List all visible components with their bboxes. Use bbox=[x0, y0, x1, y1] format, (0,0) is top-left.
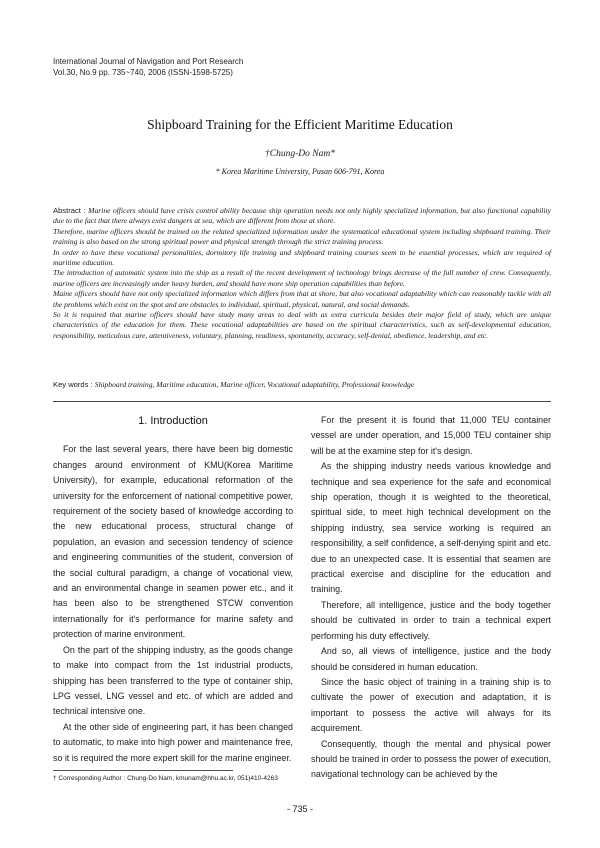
body-paragraph: For the present it is found that 11,000 TEU container vessel are under operation, and 15,000 TEU container ship will be at the examine step for it's design. bbox=[311, 415, 551, 456]
body-paragraph: Consequently, though the mental and physical power should be trained in order to possess the power of execution, navigational technology can be achieved by the bbox=[311, 738, 551, 780]
body-paragraph: And so, all views of intelligence, justice and the body should be considered in human education. bbox=[311, 646, 551, 672]
abstract-paragraph: In order to have these vocational personalities, dormitory life training and shipboard training courses seem to be essential processes, which are required of maritime education. bbox=[53, 247, 551, 268]
section-heading: 1. Introduction bbox=[138, 415, 208, 427]
body-paragraph: On the part of the shipping industry, as the goods change to make into compact from the 1st industrial products, shipping has been transferred to the type of container ship, LPG vessel, LNG vessel and etc. of which are added and technical intensive one. bbox=[53, 644, 293, 717]
journal-header bbox=[53, 56, 243, 78]
body-paragraph: Since the basic object of training in a training ship is to cultivate the power of execution and adaptation, it is important to possess the active will always for its acquirement. bbox=[311, 676, 551, 734]
page-number: - 735 - bbox=[286, 804, 313, 814]
abstract-paragraph: The introduction of automatic system into the ship as a result of the recent development of technology brings decrease of the full number of crew. Consequently, marine officers are increasingly under heavy burden, and should have more ship operation capabilities than before. bbox=[53, 268, 551, 288]
footnote-divider bbox=[53, 770, 233, 771]
paper-title: Shipboard Training for the Efficient Maritime Education bbox=[147, 117, 453, 132]
abstract-paragraph: Therefore, marine officers should be trained on the related specialized information under the systematical educational system including shipboard training. Their training is also based on the strong spiritual power and physical strength through the strict training process. bbox=[53, 226, 551, 247]
keywords bbox=[53, 380, 551, 390]
abstract-label: Abstract : bbox=[53, 206, 89, 215]
journal-name: International Journal of Navigation and Port Research bbox=[53, 57, 244, 66]
body-paragraph: As the shipping industry needs various knowledge and technique and sea experience for the safe and economical ship operation, though it is weighted to the theoretical, spiritual side, to meet high technical development on the shipping industry, sea service working is required an responsibility, a self confidence, a self-denying spirit and etc. due to an unexpected case. It is essential that seamen are practical exercise and discipline for the education and training. bbox=[311, 461, 551, 595]
abstract bbox=[53, 206, 551, 341]
section-divider bbox=[53, 401, 551, 402]
keywords-label: Key words : bbox=[53, 380, 95, 389]
keywords-text: Shipboard training, Maritime education, Marine officer, Vocational adaptability, Professional knowledge bbox=[94, 380, 415, 389]
abstract-paragraph: So it is required that marine officers should have study many areas to deal with as extra curricula besides their major field of study, which are unique characteristics of the education for them. These vocational adaptabilities are based on the spiritual characteristics, such as self-developmental education, responsibility, meticulous care, attentiveness, voluntary, planning, readiness, spontaneity, accuracy, self-denial, obedience, leadership, and etc. bbox=[53, 310, 551, 340]
right-column bbox=[311, 413, 551, 783]
journal-volume: Vol.30, No.9 pp. 735~740, 2006 (ISSN-1598-5725) bbox=[53, 68, 233, 77]
abstract-paragraph: Maine officers should have not only specialized information which differs from that at shore, but also vocational adaptability which can reasonably tackle with all the problems which exist on the spot and are obstacles to individual, spiritual, physical, natural, and social demands. bbox=[53, 289, 551, 309]
body-paragraph: At the other side of engineering part, it has been changed to automatic, to make into high power and maintenance free, so it is required the more expert skill for the marine engineer. bbox=[53, 721, 293, 763]
author-affiliation: * Korea Maritime University, Pusan 606-791, Korea bbox=[215, 167, 385, 176]
abstract-paragraph: Abstract : Marine officers should have crisis control ability because ship operation needs not only highly specialized information, but also functional capability due to the fact that there always exist dangers at sea, which are different from those at shore. bbox=[53, 206, 551, 226]
author-name: †Chung-Do Nam* bbox=[265, 149, 335, 159]
left-column bbox=[53, 410, 293, 766]
body-paragraph: For the last several years, there have been big domestic changes around environment of KMU(Korea Maritime University), for example, educational reformation of the university for the enforcement of national competitive power, requirement of the society based of knowledge according to the new educational process, structural change of population, an evasion and secession tendency of science and engineering communities of the student, conversion of the social cultural paradigm, a change of vocational view, and an environmental change in seamen power etc., and it has been also to be strengthened STCW convention internationally for it's performance for marine safety and protection of marine environment. bbox=[53, 444, 293, 640]
footnote: † Corresponding Author : Chung-Do Nam, kmunam@hhu.ac.kr, 051)410-4263 bbox=[53, 775, 278, 782]
body-paragraph: Therefore, all intelligence, justice and the body together should be cultivated in order to train a technical expert performing his duty effectively. bbox=[311, 599, 551, 641]
